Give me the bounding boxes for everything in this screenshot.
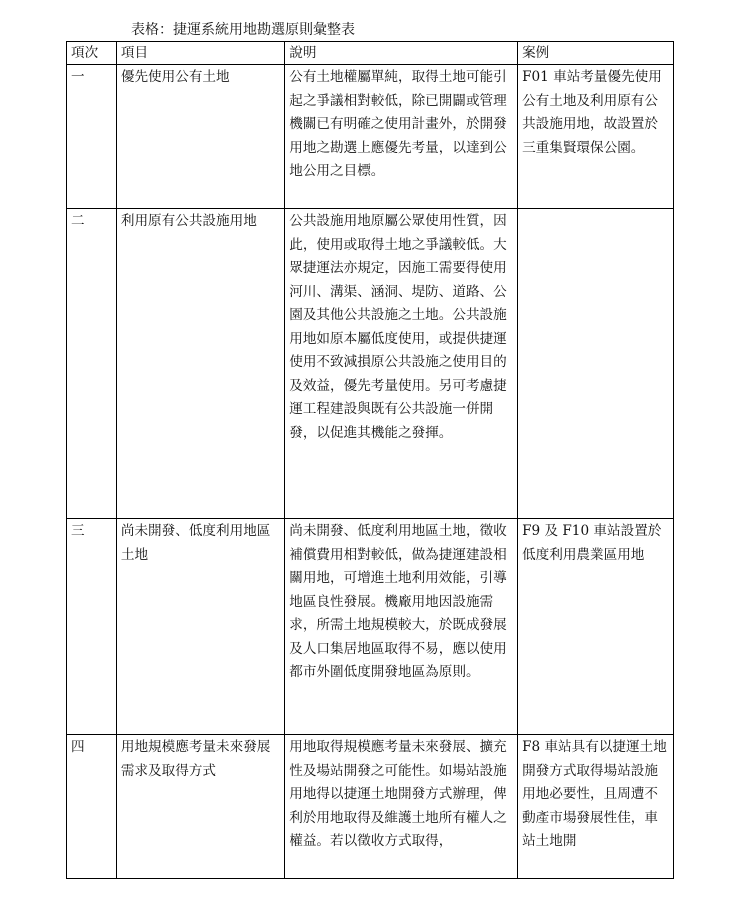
row-item: 優先使用公有土地 (116, 65, 284, 209)
row-no: 四 (67, 735, 117, 879)
row-desc: 公有土地權屬單純，取得土地可能引起之爭議相對較低，除已開闢或管理機關已有明確之使用計畫外，於開發用地之勘選上應優先考量，以達到公地公用之目標。 (285, 65, 518, 209)
row-case: F9 及 F10 車站設置於低度利用農業區用地 (518, 519, 674, 735)
table-row (67, 519, 674, 735)
row-item: 利用原有公共設施用地 (116, 209, 284, 519)
site-selection-table (66, 41, 674, 879)
header-desc: 說明 (285, 42, 518, 65)
row-no: 一 (67, 65, 117, 209)
table-header-row (67, 42, 674, 65)
row-desc: 尚未開發、低度利用地區土地，徵收補償費用相對較低，做為捷運建設相關用地，可增進土地利用效能，引導地區良性發展。機廠用地因設施需求，所需土地規模較大，於既成發展及人口集居地區取得不易，應以使用都市外圍低度開發地區為原則。 (285, 519, 518, 735)
row-no: 二 (67, 209, 117, 519)
row-no: 三 (67, 519, 117, 735)
row-case (518, 209, 674, 519)
table-row (67, 735, 674, 879)
header-case: 案例 (518, 42, 674, 65)
row-item: 尚未開發、低度利用地區土地 (116, 519, 284, 735)
header-item: 項目 (116, 42, 284, 65)
row-item: 用地規模應考量未來發展需求及取得方式 (116, 735, 284, 879)
row-desc: 用地取得規模應考量未來發展、擴充性及場站開發之可能性。如場站設施用地得以捷運土地開發方式辦理，俾利於用地取得及維護土地所有權人之權益。若以徵收方式取得， (285, 735, 518, 879)
row-case: F01 車站考量優先使用公有土地及利用原有公共設施用地，故設置於三重集賢環保公園。 (518, 65, 674, 209)
table-caption: 表格：捷運系統用地勘選原則彙整表 (131, 22, 355, 38)
table-row (67, 65, 674, 209)
row-case: F8 車站具有以捷運土地開發方式取得場站設施用地必要性，且周遭不動產市場發展性佳，車站土地開 (518, 735, 674, 879)
header-no: 項次 (67, 42, 117, 65)
row-desc: 公共設施用地原屬公眾使用性質，因此，使用或取得土地之爭議較低。大眾捷運法亦規定，因施工需要得使用河川、溝渠、涵洞、堤防、道路、公園及其他公共設施之土地。公共設施用地如原本屬低度使用，或提供捷運使用不致減損原公共設施之使用目的及效益，優先考量使用。另可考慮捷運工程建設與既有公共設施一併開發，以促進其機能之發揮。 (285, 209, 518, 519)
table-row (67, 209, 674, 519)
